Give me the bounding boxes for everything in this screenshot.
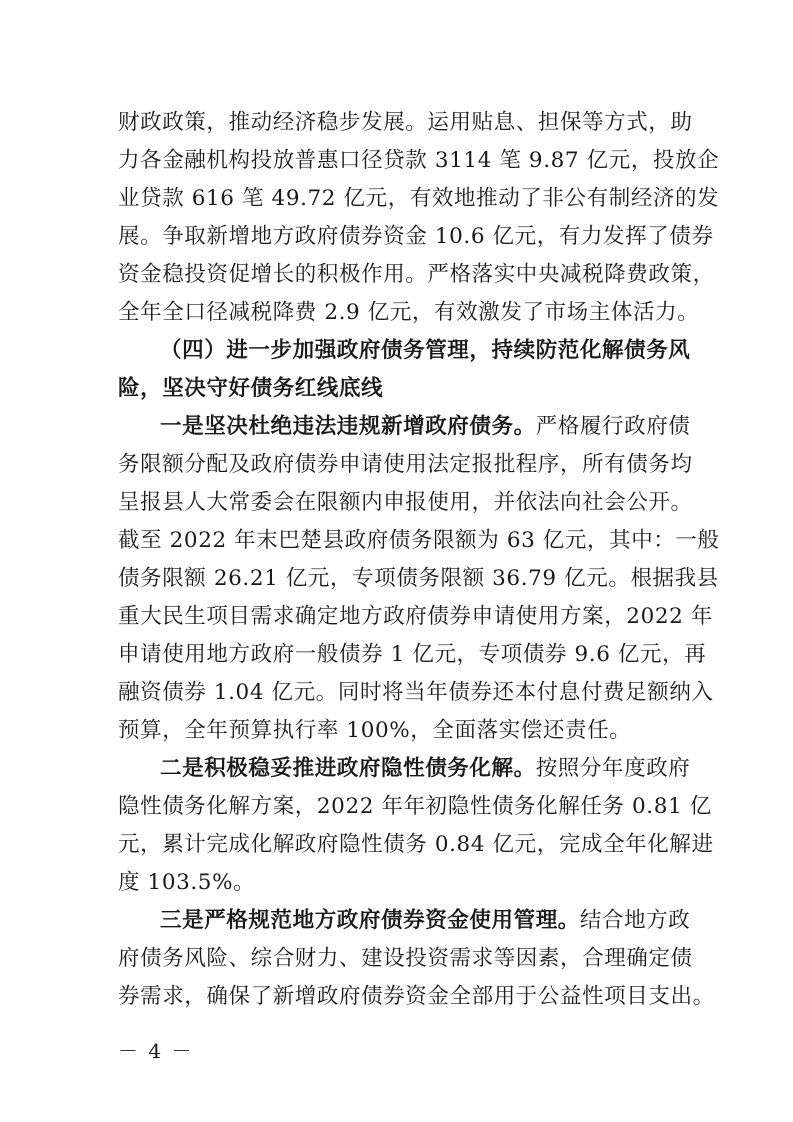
text-line: 融资债券 1.04 亿元。同时将当年债券还本付息付费足额纳入 xyxy=(118,680,714,705)
text-line: 债务限额 26.21 亿元，专项债务限额 36.79 亿元。根据我县 xyxy=(118,566,719,591)
text-line: 重大民生项目需求确定地方政府债券申请使用方案，2022 年 xyxy=(118,604,713,629)
page-number: － 4 － xyxy=(118,1039,194,1063)
text-line: 隐性债务化解方案，2022 年年初隐性债务化解任务 0.81 亿 xyxy=(118,794,712,819)
bold-lead: 二是积极稳妥推进政府隐性债务化解。 xyxy=(160,756,536,781)
text-line: 申请使用地方政府一般债券 1 亿元，专项债券 9.6 亿元，再 xyxy=(118,642,707,667)
bold-lead: 三是严格规范地方政府债券资金使用管理。 xyxy=(160,908,580,933)
text-line: 展。争取新增地方政府债券资金 10.6 亿元，有力发挥了债券 xyxy=(118,224,714,249)
text-line: 务限额分配及政府债券申请使用法定报批程序，所有债务均 xyxy=(118,452,693,477)
text-line: 资金稳投资促增长的积极作用。严格落实中央减税降费政策， xyxy=(118,262,715,287)
text-line: 力各金融机构投放普惠口径贷款 3114 笔 9.87 亿元，投放企 xyxy=(118,148,720,173)
text-line: 呈报县人大常委会在限额内申报使用，并依法向社会公开。 xyxy=(118,490,693,515)
text-line: 截至 2022 年末巴楚县政府债务限额为 63 亿元，其中：一般 xyxy=(118,528,720,553)
text-line xyxy=(0,902,793,940)
text-line xyxy=(0,750,793,788)
text-line: 府债务风险、综合财力、建设投资需求等因素，合理确定债 xyxy=(118,946,693,971)
line-rest: 按照分年度政府 xyxy=(535,756,691,781)
line-rest: 严格履行政府债 xyxy=(535,414,691,439)
text-line: 元，累计完成化解政府隐性债务 0.84 亿元，完成全年化解进 xyxy=(118,832,714,857)
bold-lead: 一是坚决杜绝违法违规新增政府债务。 xyxy=(160,414,536,439)
line-rest: 结合地方政 xyxy=(579,908,691,933)
text-line: 财政政策，推动经济稳步发展。运用贴息、担保等方式，助 xyxy=(118,110,693,135)
text-line: 度 103.5%。 xyxy=(118,870,256,895)
heading-line: 险，坚决守好债务红线底线 xyxy=(118,376,384,401)
text-line: 券需求，确保了新增政府债券资金全部用于公益性项目支出。 xyxy=(118,984,715,1009)
text-line: 全年全口径减税降费 2.9 亿元，有效激发了市场主体活力。 xyxy=(118,300,700,325)
text-line: 业贷款 616 笔 49.72 亿元，有效地推动了非公有制经济的发 xyxy=(118,186,720,211)
text-line xyxy=(0,408,793,446)
text-line: 预算，全年预算执行率 100%，全面落实偿还责任。 xyxy=(118,718,632,743)
heading-line: （四）进一步加强政府债务管理，持续防范化解债务风 xyxy=(160,338,691,363)
